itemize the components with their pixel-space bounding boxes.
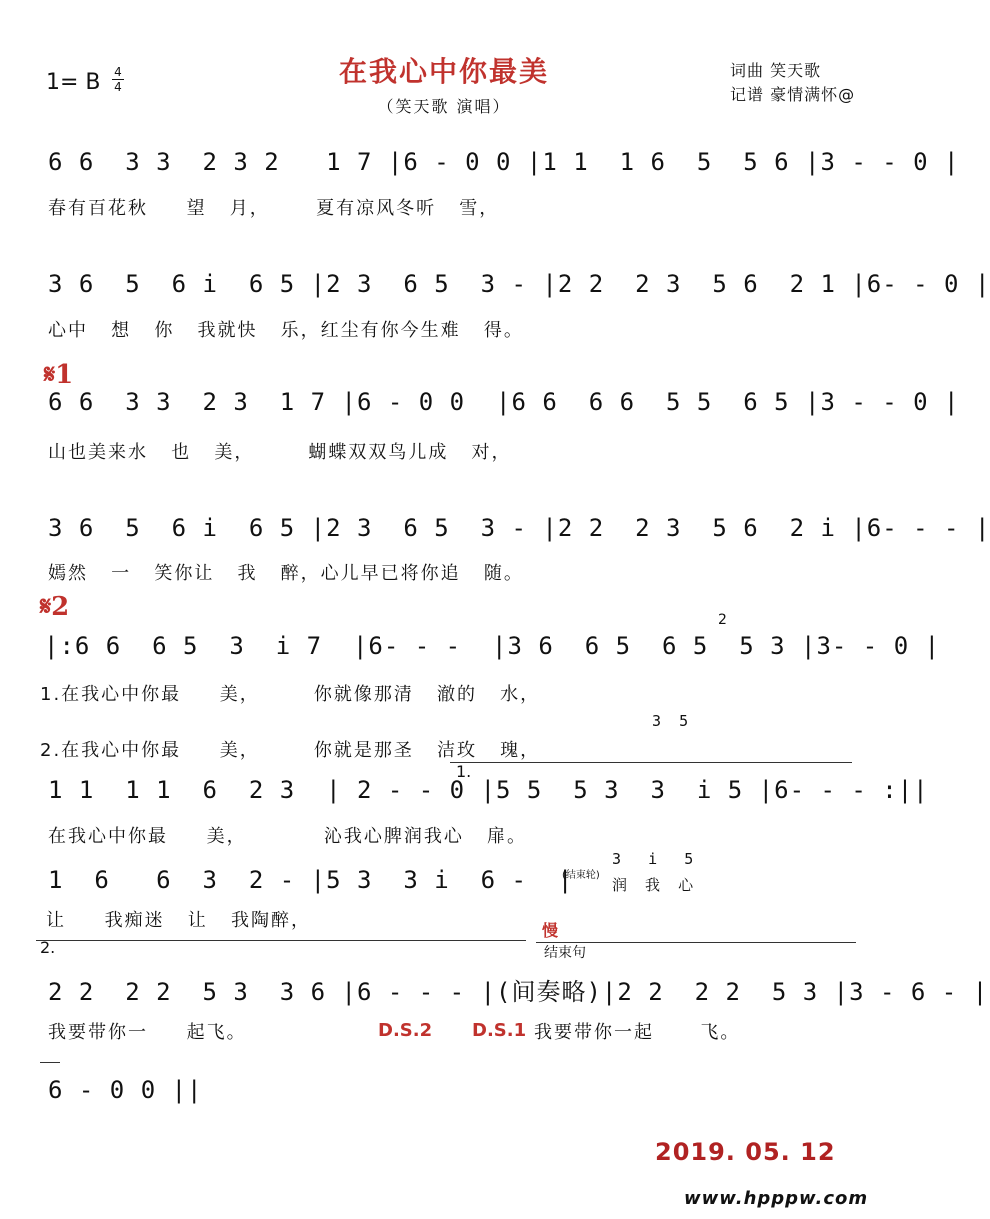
- ending-lyric-line: 我要带你一起 飞。: [534, 1022, 741, 1043]
- lyric-line-4: 嫣然 一 笑你让 我 醉，心儿早已将你追 随。: [48, 563, 524, 584]
- lyric-line-2: 心中 想 你 我就快 乐，红尘有你今生难 得。: [48, 320, 524, 341]
- lyric-line-6: 2.在我心中你最 美， 你就是那圣 洁玫 瑰，: [40, 740, 541, 761]
- tempo-slow-marker: 慢: [542, 921, 559, 940]
- volta-2-number: 2: [718, 612, 727, 628]
- singer: （笑天歌 演唱）: [377, 97, 511, 116]
- key-signature: 1= B: [46, 70, 101, 95]
- volta-2-label: 2.: [40, 938, 56, 957]
- notation-line-2: 3 6 5 6 i 6 5 |2 3 6 5 3 - |2 2 2 3 5 6 2 1 |6- - 0 |: [48, 270, 990, 298]
- notation-line-4: 3 6 5 6 i 6 5 |2 3 6 5 3 - |2 2 2 3 5 6 2 i |6- - - |: [48, 514, 990, 542]
- lyric-line-7: 在我心中你最 美， 沁我心脾润我心 扉。: [48, 826, 527, 847]
- website-url[interactable]: www.hpppw.com: [684, 1188, 869, 1209]
- meter-bottom: 4: [114, 80, 122, 94]
- notation-line-1: 6 6 3 3 2 3 2 1 7 |6 - 0 0 |1 1 1 6 5 5 6 |3 - - 0 |: [48, 148, 960, 176]
- notation-line-8: 1 6 6 3 2 - |5 3 3 i 6 - |: [48, 866, 574, 894]
- ds2-marker: D.S.2: [378, 1020, 433, 1041]
- meter-top: 4: [114, 65, 122, 79]
- notation-line-10: 6 - 0 0 ||: [48, 1076, 203, 1104]
- volta-1-label: 1.: [456, 762, 472, 781]
- notation-line-7: 1 1 1 1 6 2 3 | 2 - - 0 |5 5 5 3 3 i 5 |6- - - :||: [48, 776, 929, 804]
- credit-transcriber: 记谱 豪情满怀@: [730, 85, 856, 104]
- notation-line-3: 6 6 3 3 2 3 1 7 |6 - 0 0 |6 6 6 6 5 5 6 5 |3 - - 0 |: [48, 388, 960, 416]
- date-stamp: 2019. 05. 12: [655, 1138, 836, 1166]
- notation-line-9: 2 2 2 2 5 3 3 6 |6 - - - |(间奏略)|2 2 2 2 5 3 |3 - 6 - |: [48, 978, 989, 1006]
- lyric-line-8: 让 我痴迷 让 我陶醉，: [46, 910, 311, 931]
- song-title: 在我心中你最美: [338, 55, 549, 88]
- lyric-line-3: 山也美来水 也 美， 蝴蝶双双鸟儿成 对，: [48, 442, 512, 463]
- ending-label: (结束轮): [562, 870, 600, 881]
- ending-lyrics: 润 我 心: [612, 876, 694, 894]
- segno-2-marker: 𝄋2: [40, 592, 70, 622]
- lyric-line-5: 1.在我心中你最 美， 你就像那清 澈的 水，: [40, 684, 541, 705]
- lyric-line-9: 我要带你一 起飞。: [48, 1022, 247, 1043]
- alt-notes: 3 5: [652, 712, 689, 730]
- ds1-marker: D.S.1: [472, 1020, 527, 1041]
- ending-phrase-label: 结束句: [544, 945, 586, 961]
- lyric-line-1: 春有百花秋 望 月， 夏有凉风冬听 雪，: [48, 198, 500, 219]
- segno-1-marker: 𝄋1: [44, 360, 74, 390]
- notation-line-5: |:6 6 6 5 3 i 7 |6- - - |3 6 6 5 6 5 5 3 |3- - 0 |: [44, 632, 941, 660]
- ending-notes: 3 i 5: [612, 850, 694, 868]
- time-signature: [112, 66, 124, 93]
- credit-composer: 词曲 笑天歌: [730, 61, 822, 80]
